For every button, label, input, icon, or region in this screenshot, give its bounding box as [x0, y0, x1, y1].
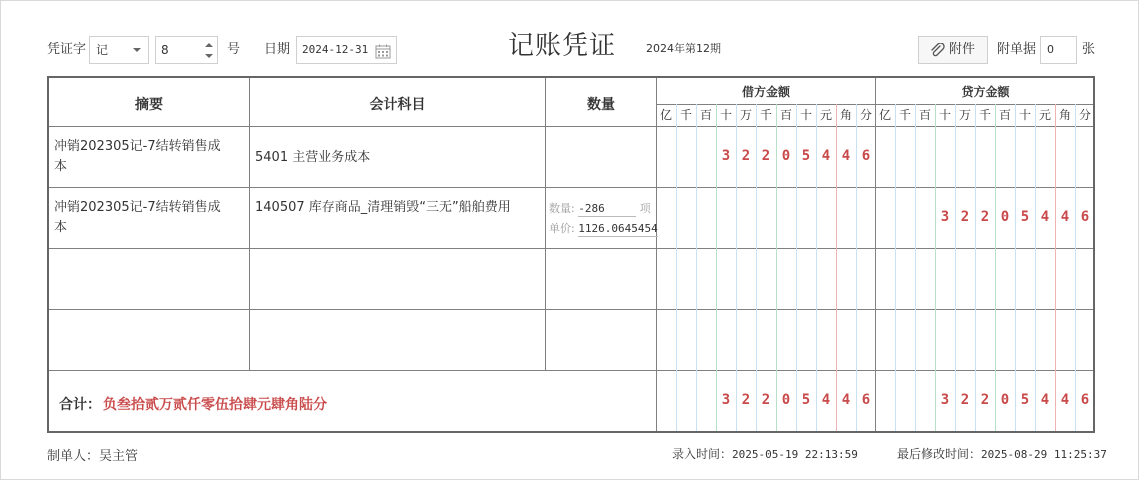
- digit-column-line: [995, 104, 996, 431]
- total-debit-digit: 2: [741, 392, 751, 408]
- total-credit-digit: 4: [1060, 392, 1070, 408]
- amount-unit-label: 十: [799, 108, 812, 122]
- quantity-column-header: 数量: [587, 97, 615, 113]
- amount-unit-label: 十: [719, 108, 732, 122]
- row1-debit-digit: 0: [781, 148, 791, 164]
- voucher-number-suffix: 号: [227, 42, 241, 57]
- calendar-icon[interactable]: [375, 43, 391, 69]
- digit-column-line: [895, 104, 896, 431]
- amount-unit-label: 万: [739, 108, 752, 122]
- total-debit-digit: 0: [781, 392, 791, 408]
- total-credit-digit: 2: [960, 392, 970, 408]
- amount-unit-label: 分: [1078, 108, 1091, 122]
- paperclip-icon: [929, 43, 945, 57]
- total-credit-digit: 3: [940, 392, 950, 408]
- row1-account[interactable]: 5401 主营业务成本: [255, 150, 371, 165]
- row2-credit-digit: 4: [1060, 209, 1070, 225]
- row1-debit-digit: 6: [861, 148, 871, 164]
- voucher-word-select[interactable]: [89, 36, 149, 64]
- digit-column-line: [975, 104, 976, 431]
- digit-column-line: [1055, 104, 1056, 431]
- digit-column-line: [1015, 104, 1016, 431]
- total-debit-digit: 4: [821, 392, 831, 408]
- amount-unit-label: 百: [699, 108, 712, 122]
- amount-unit-label: 百: [998, 108, 1011, 122]
- amount-unit-label: 亿: [659, 108, 672, 122]
- total-credit-digit: 6: [1080, 392, 1090, 408]
- digit-column-line: [676, 104, 677, 431]
- voucher-number-stepper[interactable]: [155, 36, 218, 64]
- created-time: [672, 445, 858, 462]
- row1-debit-digit: 3: [721, 148, 731, 164]
- row2-credit-digit: 4: [1040, 209, 1050, 225]
- quantity-label: 数量:: [549, 202, 575, 215]
- total-debit-digit: 4: [841, 392, 851, 408]
- attachment-count-label: 附单据: [997, 42, 1037, 57]
- total-credit-digit: 2: [980, 392, 990, 408]
- column-divider: [656, 370, 657, 431]
- row2-summary[interactable]: 冲销202305记-7结转销售成本: [54, 200, 221, 235]
- modified-label: 最后修改时间：: [897, 447, 982, 461]
- row-divider: [49, 309, 1093, 310]
- total-debit-digit: 6: [861, 392, 871, 408]
- digit-column-line: [915, 104, 916, 431]
- row1-summary[interactable]: 冲销202305记-7结转销售成本: [54, 139, 221, 174]
- credit-amount-header: 贷方金额: [961, 85, 1010, 99]
- row2-credit-digit: 5: [1020, 209, 1030, 225]
- quantity-unit: 项: [639, 202, 651, 215]
- row1-debit-digit: 4: [841, 148, 851, 164]
- debit-credit-divider: [875, 78, 876, 431]
- row1-debit-digit: 5: [801, 148, 811, 164]
- maker-value: 吴主管: [99, 449, 139, 464]
- chevron-down-icon: [133, 48, 141, 52]
- total-amount-words: 负叁拾贰万贰仟零伍拾肆元肆角陆分: [103, 397, 327, 413]
- stepper-up-icon[interactable]: [205, 43, 213, 47]
- maker-info: [47, 445, 138, 464]
- amount-unit-label: 千: [978, 108, 991, 122]
- attachment-count-input[interactable]: [1040, 36, 1077, 64]
- amount-unit-label: 十: [1018, 108, 1031, 122]
- digit-column-line: [955, 104, 956, 431]
- total-credit-digit: 0: [1000, 392, 1010, 408]
- amount-unit-label: 元: [819, 108, 832, 122]
- total-credit-digit: 5: [1020, 392, 1030, 408]
- date-value: 2024-12-31: [302, 43, 369, 56]
- modified-value: 2025-08-29 11:25:37: [981, 448, 1107, 461]
- total-label: 合计：: [59, 397, 101, 413]
- column-divider: [249, 78, 250, 370]
- row2-credit-digit: 0: [1000, 209, 1010, 225]
- date-field[interactable]: [296, 36, 397, 64]
- amount-unit-label: 千: [679, 108, 692, 122]
- amount-unit-label: 千: [898, 108, 911, 122]
- amount-unit-label: 万: [958, 108, 971, 122]
- row2-credit-digit: 3: [940, 209, 950, 225]
- price-value: 1126.0645454: [578, 222, 658, 235]
- voucher-table: [47, 76, 1095, 433]
- row1-debit-digit: 2: [761, 148, 771, 164]
- attachment-button[interactable]: [918, 36, 988, 64]
- attachment-count-unit: 张: [1082, 42, 1096, 57]
- voucher-word-label: 凭证字: [47, 42, 87, 57]
- voucher-word-value: 记: [96, 43, 109, 57]
- amount-unit-label: 百: [918, 108, 931, 122]
- row2-quantity[interactable]: [549, 202, 651, 217]
- debit-amount-header: 借方金额: [741, 85, 790, 99]
- quantity-value: -286: [578, 202, 636, 217]
- amount-unit-label: 角: [839, 108, 852, 122]
- total-credit-digit: 4: [1040, 392, 1050, 408]
- created-label: 录入时间：: [672, 447, 733, 461]
- account-column-header: 会计科目: [369, 97, 426, 113]
- amount-unit-label: 元: [1038, 108, 1051, 122]
- row2-credit-digit: 2: [980, 209, 990, 225]
- amount-unit-label: 十: [938, 108, 951, 122]
- digit-column-line: [1035, 104, 1036, 431]
- digit-column-line: [935, 104, 936, 431]
- amount-unit-label: 千: [759, 108, 772, 122]
- column-divider: [545, 78, 546, 370]
- page-title: 记账凭证: [508, 31, 617, 61]
- maker-label: 制单人：: [47, 449, 100, 464]
- voucher-number-value: 8: [161, 43, 169, 57]
- digit-column-line: [696, 104, 697, 431]
- amount-unit-label: 百: [779, 108, 792, 122]
- row2-credit-digit: 6: [1080, 209, 1090, 225]
- amount-unit-label: 角: [1058, 108, 1071, 122]
- row-divider: [49, 187, 1093, 188]
- row1-debit-digit: 2: [741, 148, 751, 164]
- row-divider: [49, 370, 1093, 371]
- row1-debit-digit: 4: [821, 148, 831, 164]
- summary-column-header: 摘要: [135, 97, 163, 113]
- total-debit-digit: 3: [721, 392, 731, 408]
- stepper-down-icon[interactable]: [205, 54, 213, 58]
- created-value: 2025-05-19 22:13:59: [732, 448, 858, 461]
- row2-unit-price[interactable]: [549, 222, 658, 237]
- row2-account[interactable]: 140507 库存商品_清理销毁“三无”船舶费用: [255, 200, 511, 215]
- period-label: 2024年第12期: [646, 42, 721, 55]
- modified-time: [897, 445, 1107, 462]
- digit-column-line: [1075, 104, 1076, 431]
- row-divider: [49, 126, 1093, 127]
- total-debit-digit: 5: [801, 392, 811, 408]
- row-divider: [49, 248, 1093, 249]
- total-debit-digit: 2: [761, 392, 771, 408]
- attachment-count-value: 0: [1047, 43, 1054, 56]
- amount-unit-label: 亿: [878, 108, 891, 122]
- price-label: 单价:: [549, 222, 575, 235]
- row2-credit-digit: 2: [960, 209, 970, 225]
- amount-unit-label: 分: [859, 108, 872, 122]
- attachment-button-label: 附件: [949, 42, 976, 57]
- date-label: 日期: [264, 42, 291, 57]
